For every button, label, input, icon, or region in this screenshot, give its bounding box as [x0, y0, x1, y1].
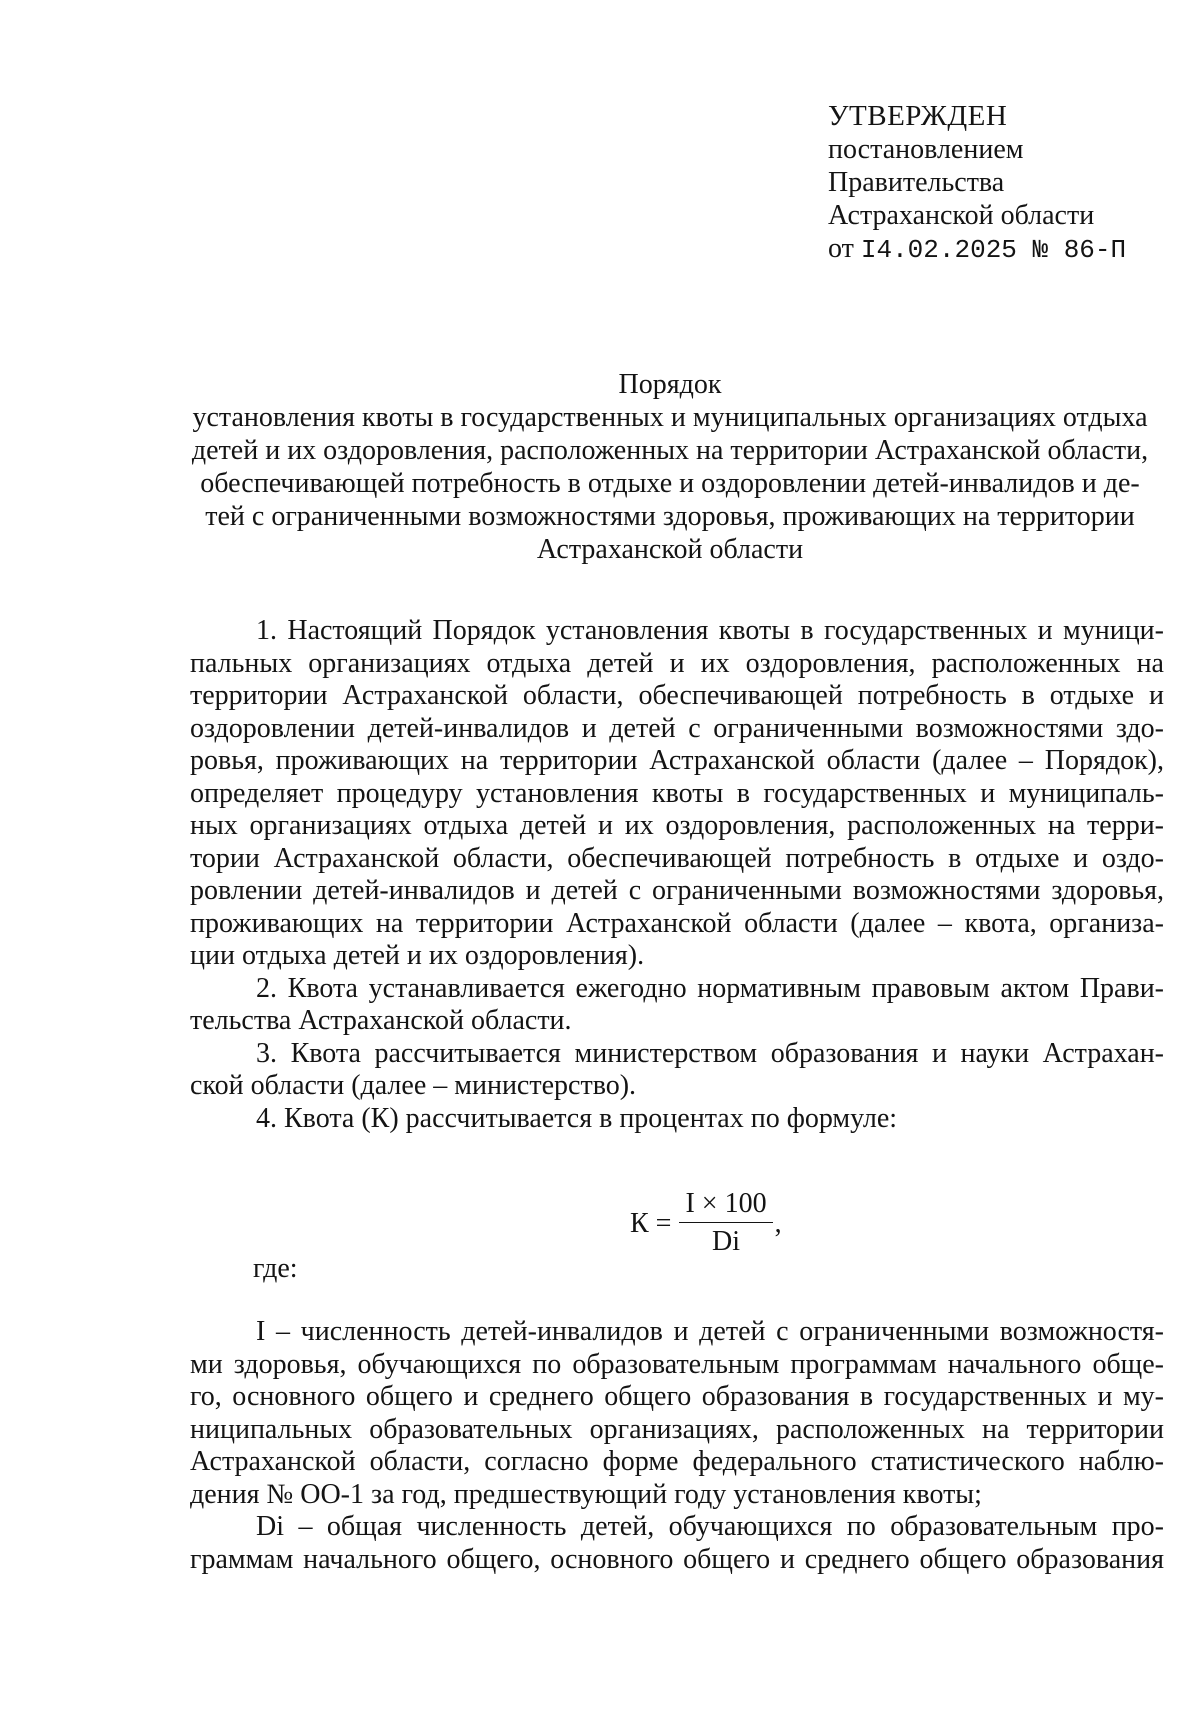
where-label: где:: [253, 1253, 298, 1284]
approval-line-3: Астраханской области: [828, 200, 1095, 231]
formula-comma: ,: [774, 1207, 782, 1239]
text-line: ской области (далее – министерство).: [190, 1070, 637, 1101]
text-line: тории Астраханской области, обеспечивающей потребность в отдыхе и оздо-: [190, 842, 1164, 874]
document-title: [180, 368, 1160, 566]
text-line: территории Астраханской области, обеспечивающей потребность в отдыхе и: [190, 680, 1164, 711]
approval-line-1: постановлением: [828, 134, 1024, 165]
formula-numerator: I × 100: [679, 1188, 772, 1223]
text-line: ровлении детей-инвалидов и детей с ограниченными возможностями здоровья,: [190, 875, 1164, 906]
approval-line-2: Правительства: [828, 167, 1005, 198]
text-line: ми здоровья, обучающихся по образовательным программам начального обще-: [190, 1348, 1164, 1380]
approval-date-number: I4.02.2025 № 86-П: [860, 235, 1127, 265]
paragraph-1: [190, 615, 1164, 1135]
title-heading: Порядок: [618, 369, 722, 400]
text-line: I – численность детей-инвалидов и детей с ограниченными возможностя-: [256, 1316, 1164, 1347]
text-line: Астраханской области, согласно форме федерального статистического наблю-: [190, 1446, 1164, 1477]
formula-lhs: К =: [630, 1207, 672, 1239]
text-line: граммам начального общего, основного общего и среднего общего образования: [190, 1543, 1164, 1575]
approval-stamp: [828, 100, 1126, 267]
title-line: Астраханской области: [536, 534, 804, 565]
text-line: Di – общая численность детей, обучающихся по образовательным про-: [256, 1511, 1164, 1542]
title-line: детей и их оздоровления, расположенных на территории Астраханской области,: [191, 435, 1149, 466]
text-line: ных организациях отдыха детей и их оздоровления, расположенных на терри-: [190, 810, 1164, 841]
title-line: установления квоты в государственных и муниципальных организациях отдыха: [192, 402, 1148, 433]
text-line: ровья, проживающих на территории Астраханской области (далее – Порядок),: [190, 745, 1164, 776]
title-line: тей с ограниченными возможностями здоровья, проживающих на территории: [205, 501, 1135, 532]
approval-date-prefix: от: [828, 233, 854, 264]
text-line: 4. Квота (К) рассчитывается в процентах по формуле:: [256, 1102, 898, 1134]
text-line: 2. Квота устанавливается ежегодно нормативным правовым актом Прави-: [256, 972, 1164, 1004]
formula-denominator: Di: [712, 1226, 741, 1257]
definitions: [190, 1316, 1164, 1576]
text-line: оздоровлении детей-инвалидов и детей с ограниченными возможностями здо-: [190, 712, 1164, 744]
title-line: обеспечивающей потребность в отдыхе и оздоровлении детей-инвалидов и де-: [200, 468, 1140, 499]
text-line: ции отдыха детей и их оздоровления).: [190, 940, 645, 971]
text-line: дения № ОО-1 за год, предшествующий году установления квоты;: [190, 1478, 982, 1510]
text-line: го, основного общего и среднего общего образования в государственных и му-: [190, 1381, 1164, 1412]
quota-formula: [630, 1188, 782, 1259]
text-line: определяет процедуру установления квоты в государственных и муниципаль-: [190, 777, 1164, 809]
text-line: проживающих на территории Астраханской области (далее – квота, организа-: [190, 907, 1164, 939]
text-line: тельства Астраханской области.: [190, 1005, 572, 1036]
text-line: ниципальных образовательных организациях, расположенных на территории: [190, 1413, 1164, 1445]
text-line: пальных организациях отдыха детей и их оздоровления, расположенных на: [190, 647, 1164, 679]
text-line: 1. Настоящий Порядок установления квоты в государственных и муници-: [256, 615, 1164, 646]
approval-date-line: [828, 232, 1126, 267]
approval-title: УТВЕРЖДЕН: [828, 100, 1008, 132]
text-line: 3. Квота рассчитывается министерством образования и науки Астрахан-: [256, 1037, 1164, 1069]
formula-fraction: [679, 1188, 772, 1259]
